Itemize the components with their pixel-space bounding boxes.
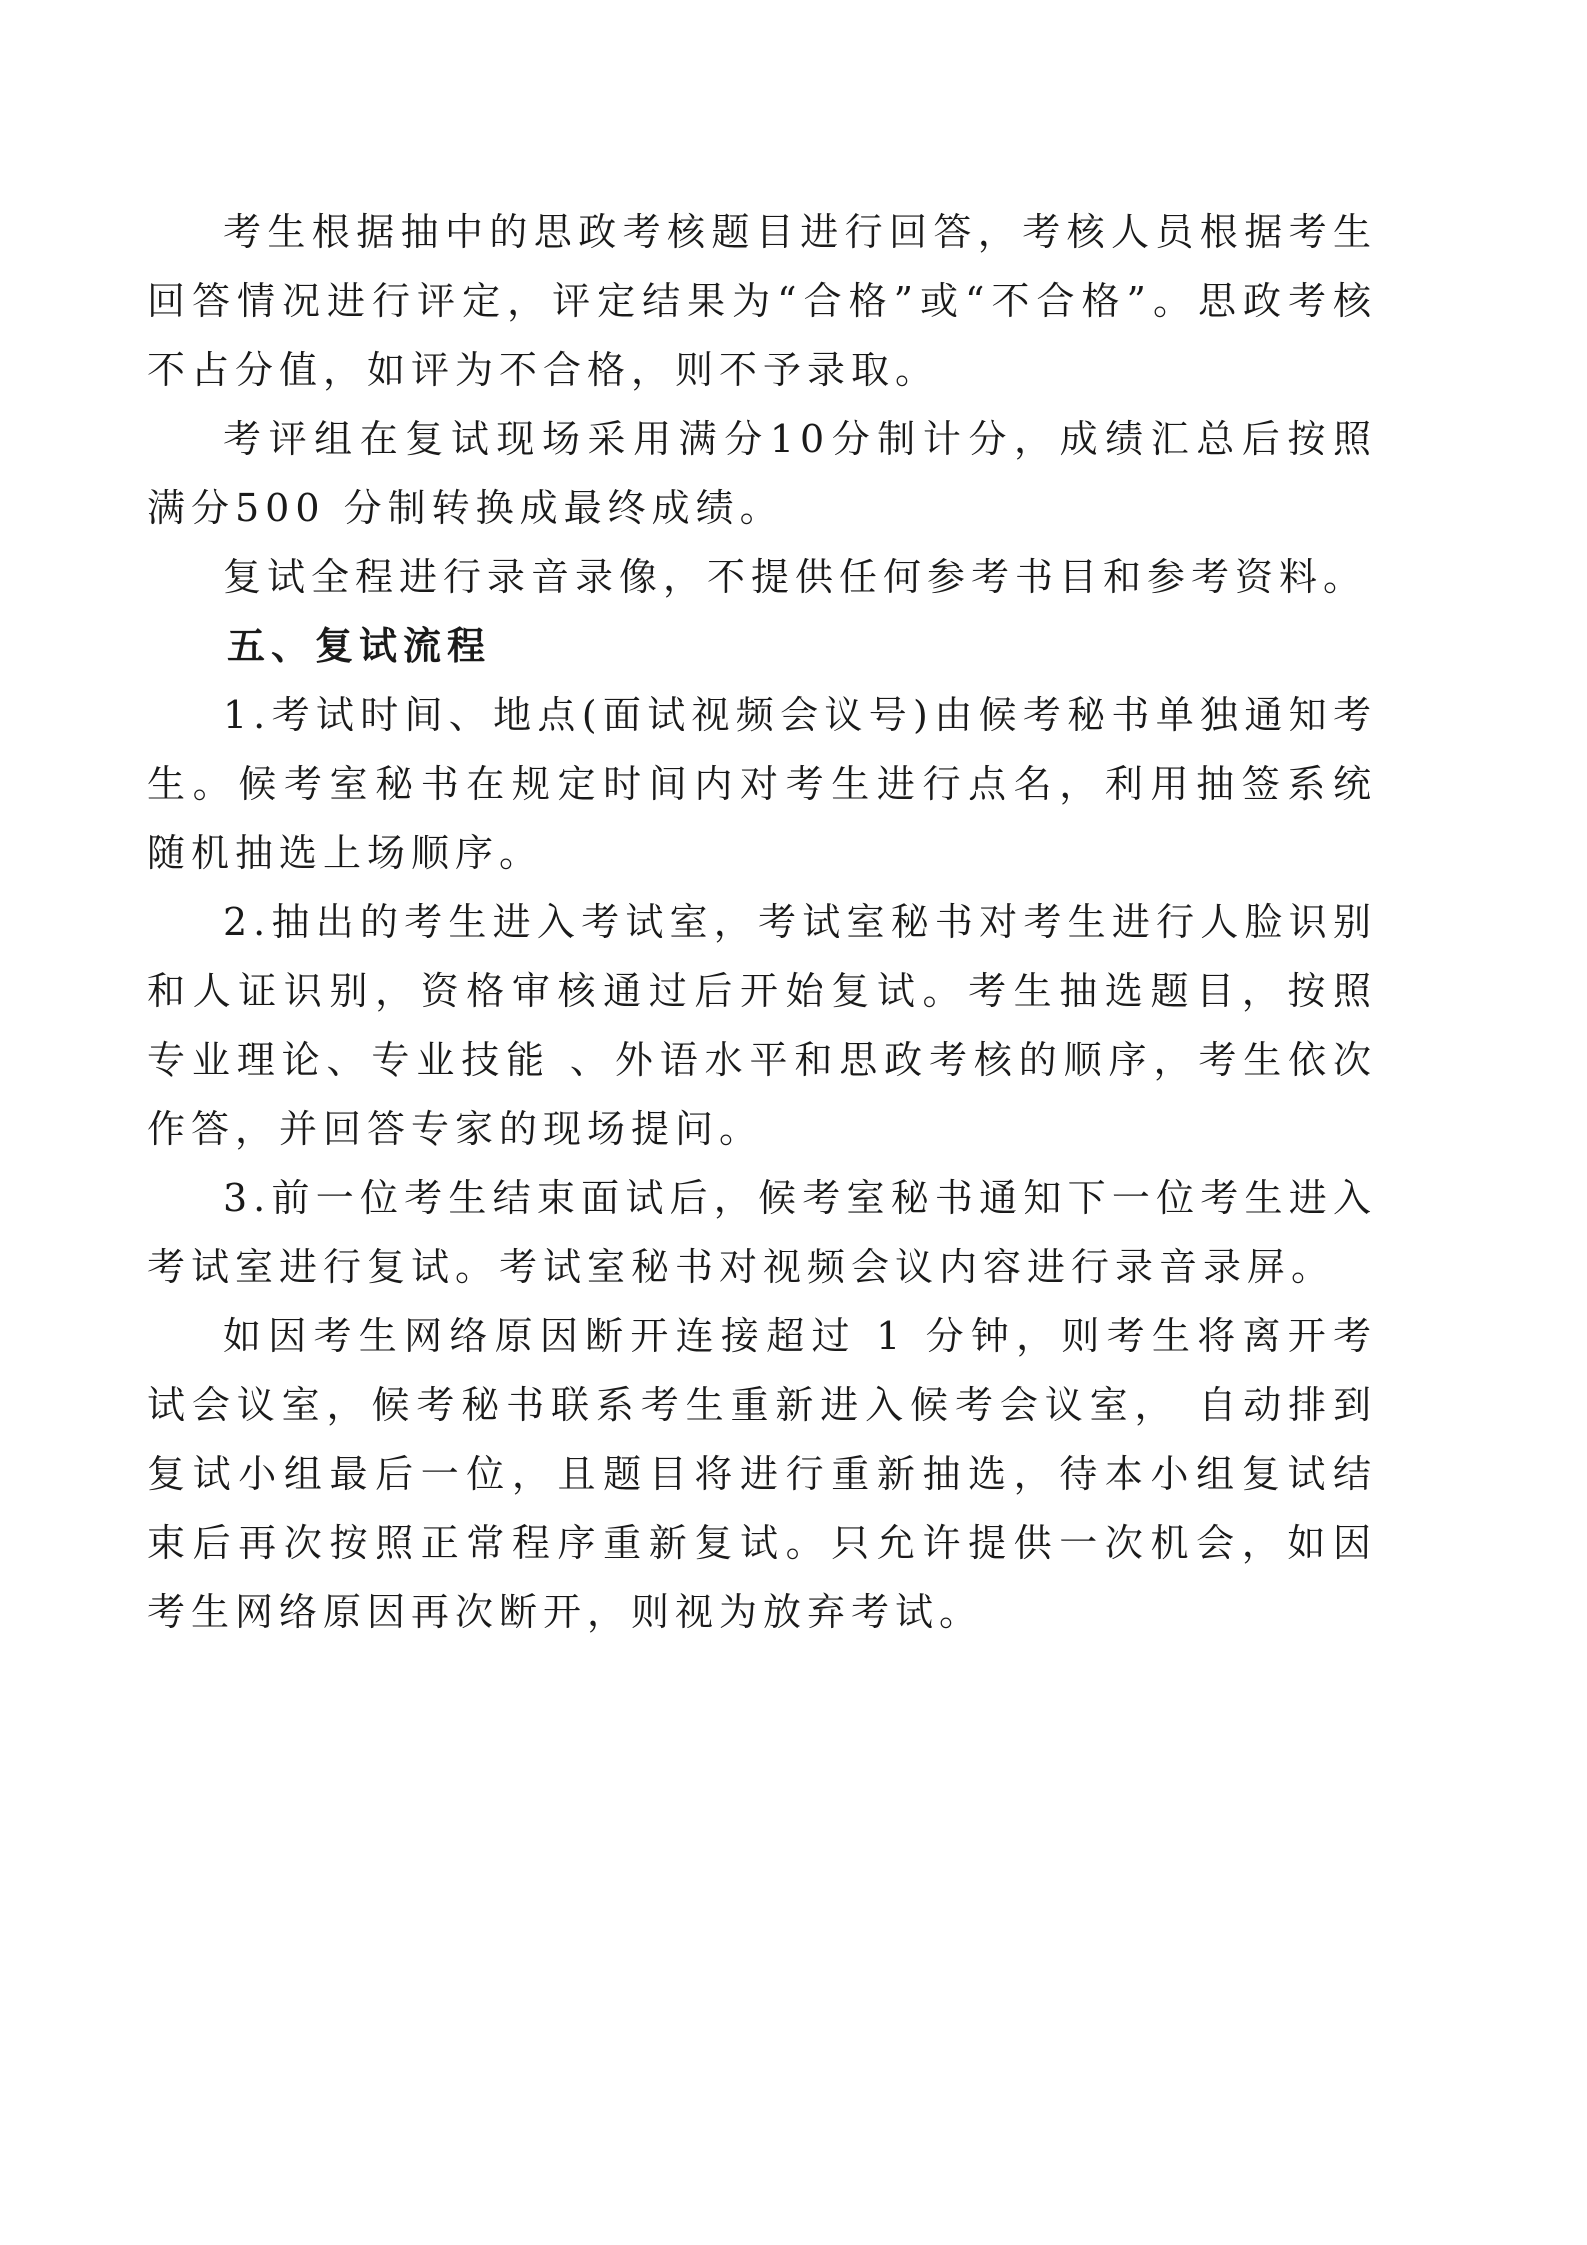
paragraph-recording: 复试全程进行录音录像，不提供任何参考书目和参考资料。: [223, 555, 1368, 599]
paragraph-ideology-assessment: 考生根据抽中的思政考核题目进行回答，考核人员根据考生回答情况进行评定，评定结果为“合格”或“不合格”。思政考核不占分值，如评为不合格，则不予录取。: [147, 210, 1377, 392]
step-3-paragraph: 3.前一位考生结束面试后，候考室秘书通知下一位考生进入考试室进行复试。考试室秘书对视频会议内容进行录音录屏。: [147, 1176, 1377, 1289]
paragraph-scoring: 考评组在复试现场采用满分10分制计分，成绩汇总后按照满分500 分制转换成最终成绩。: [147, 417, 1377, 530]
step-2-paragraph: 2.抽出的考生进入考试室，考试室秘书对考生进行人脸识别和人证识别，资格审核通过后开始复试。考生抽选题目，按照专业理论、专业技能 、外语水平和思政考核的顺序，考生依次作答，并回答专家的现场提问。: [147, 900, 1377, 1151]
step-1-paragraph: 1.考试时间、地点(面试视频会议号)由候考秘书单独通知考生。候考室秘书在规定时间内对考生进行点名，利用抽签系统随机抽选上场顺序。: [147, 693, 1377, 875]
section-heading: 五、复试流程: [227, 624, 492, 668]
document-page: [147, 198, 1377, 1647]
network-disconnect-note: 如因考生网络原因断开连接超过 1 分钟，则考生将离开考试会议室，候考秘书联系考生重新进入候考会议室， 自动排到复试小组最后一位，且题目将进行重新抽选，待本小组复试结束后再次按照正常程序重新复试。只允许提供一次机会，如因考生网络原因再次断开，则视为放弃考试。: [147, 1314, 1377, 1634]
